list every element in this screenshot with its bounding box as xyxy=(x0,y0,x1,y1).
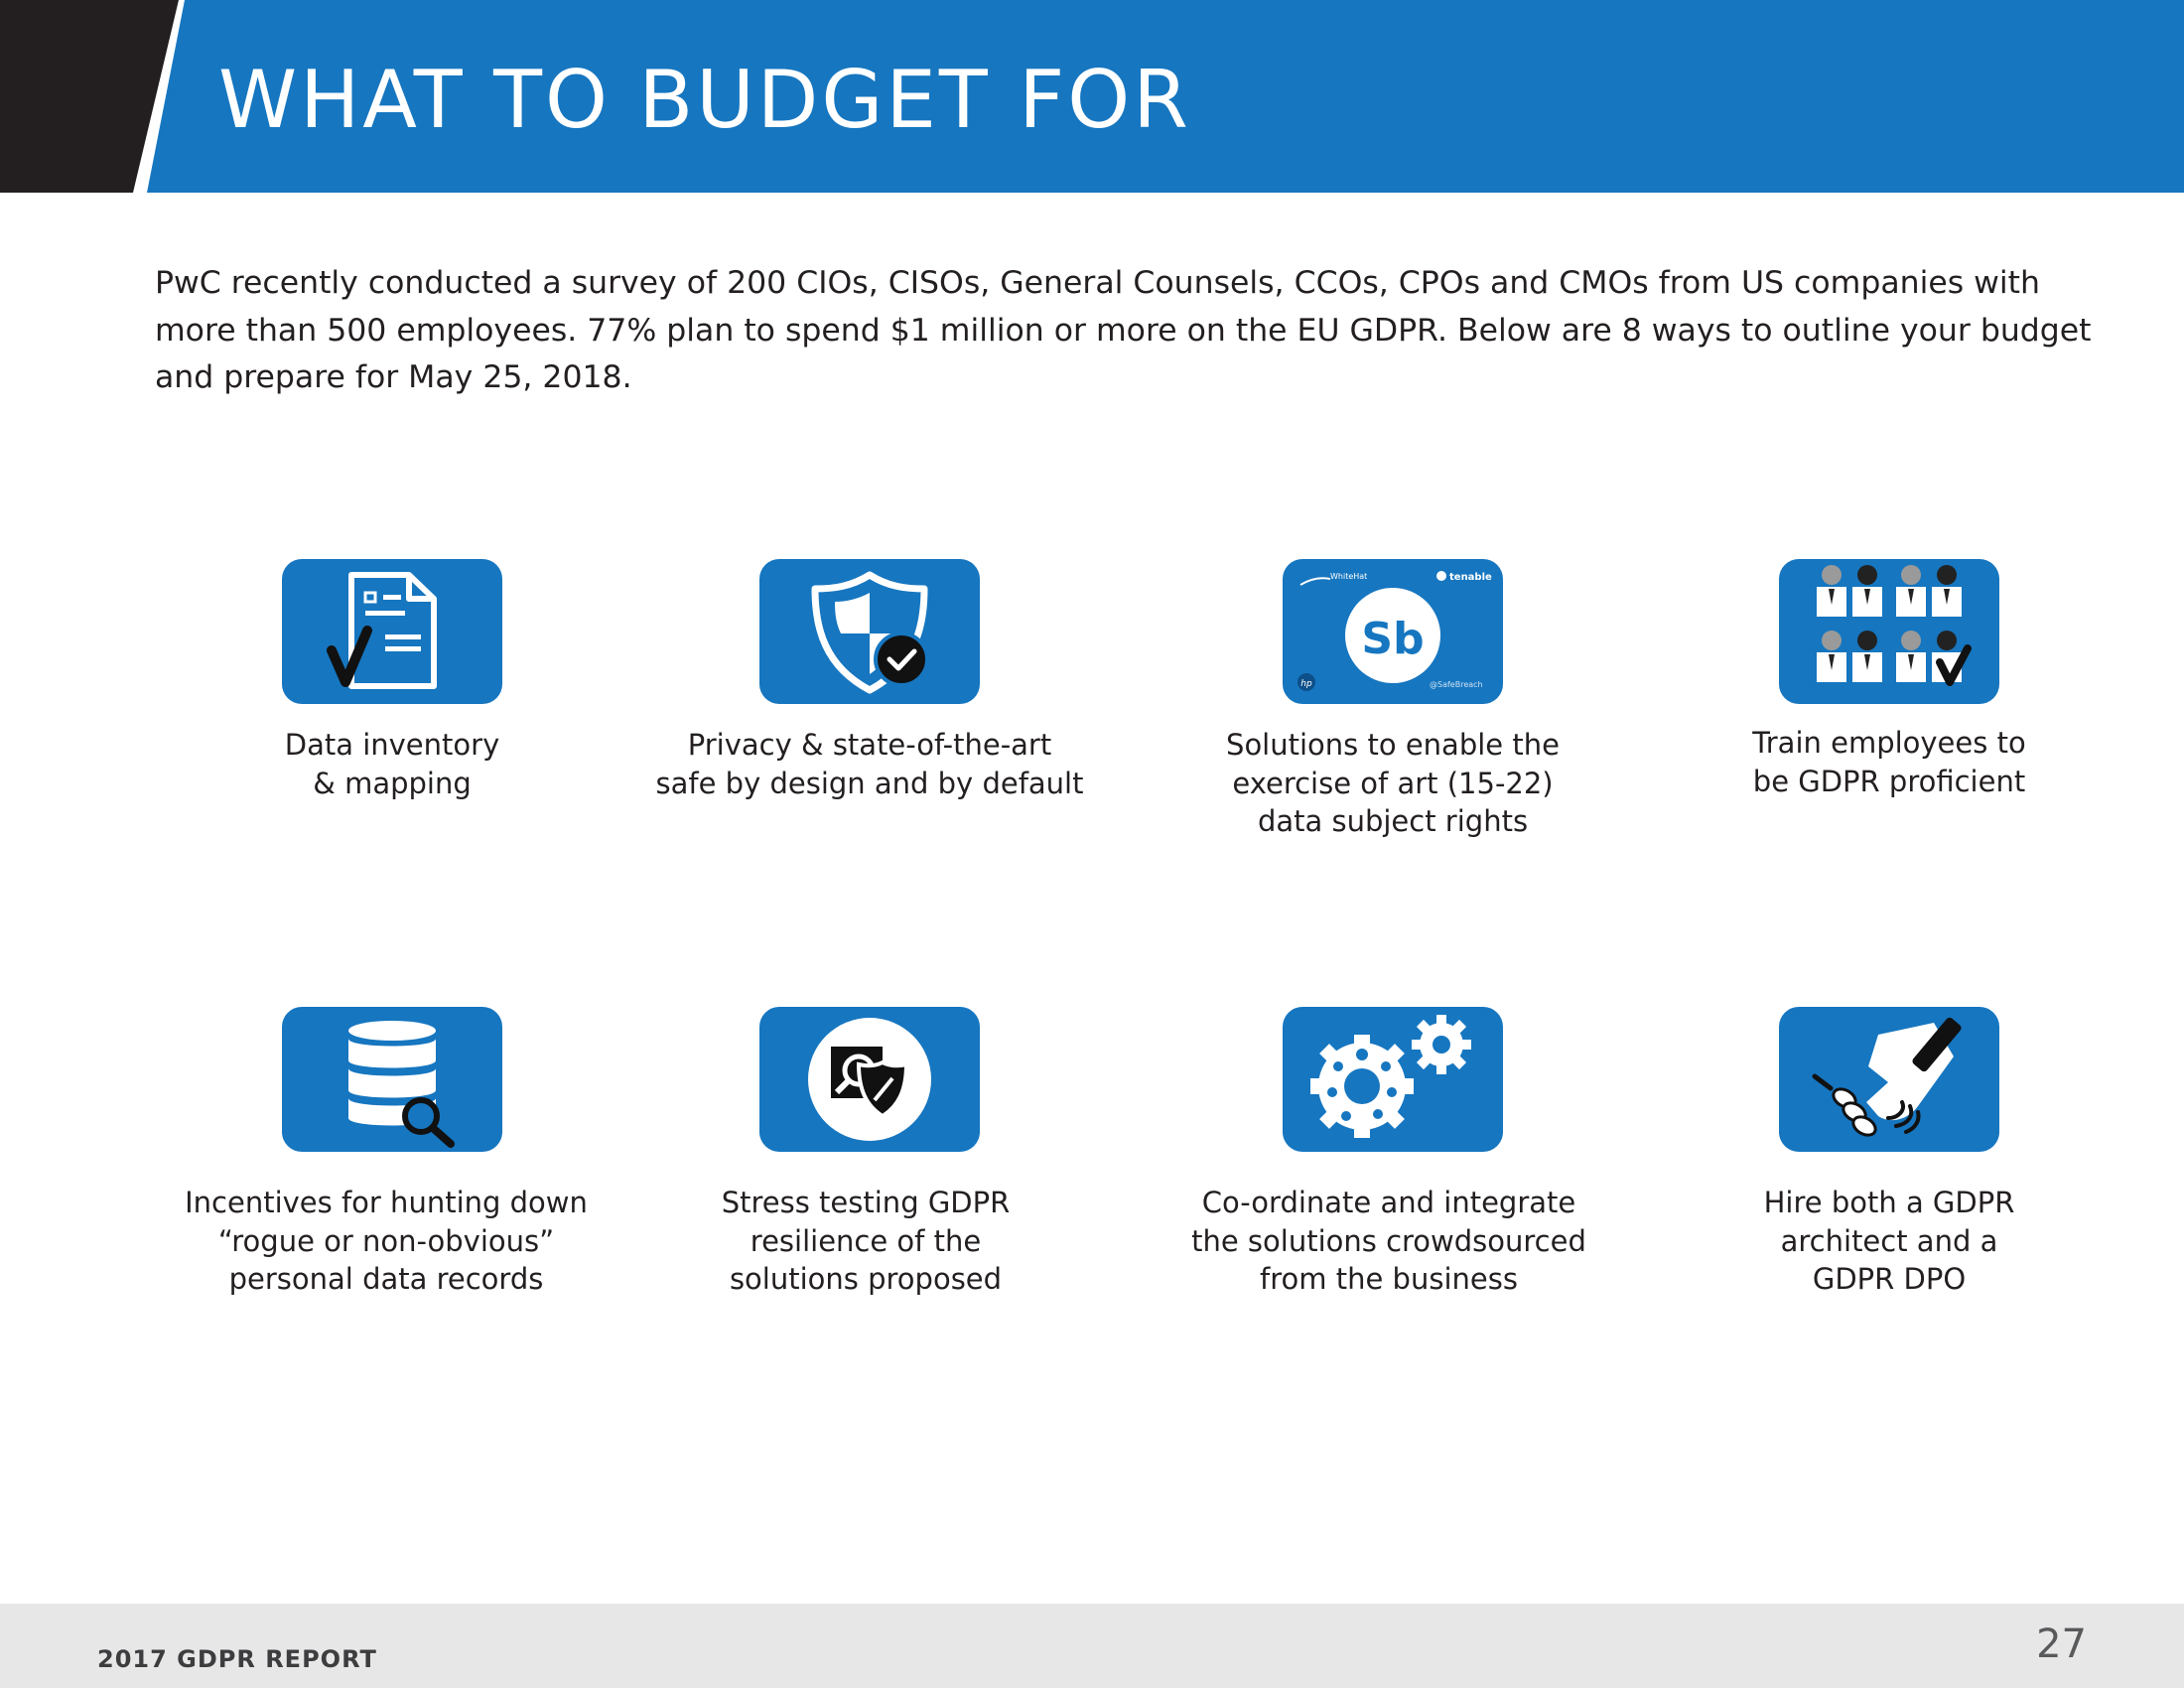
item-caption: Privacy & state-of-the-art safe by design and by default xyxy=(655,728,1084,800)
logo-text-sb: Sb xyxy=(1361,614,1425,664)
intro-paragraph: PwC recently conducted a survey of 200 CIOs, CISOs, General Counsels, CCOs, CPOs and CMOs from US companies with more than 500 employees. 77% plan to spend $1 million or more on the EU GDPR. Below are 8 ways to outline your budget and prepare for May 25, 2018. xyxy=(155,265,2092,395)
logo-text-whitehat: WhiteHat xyxy=(1330,572,1368,581)
logo-text-tenable: tenable xyxy=(1449,572,1492,583)
database-search-icon xyxy=(282,1007,502,1152)
page-title: WHAT TO BUDGET FOR xyxy=(218,54,1191,146)
page-number: 27 xyxy=(2036,1621,2087,1667)
item-caption: Incentives for hunting down “rogue or non-obvious” personal data records xyxy=(185,1186,588,1296)
item-caption: Co-ordinate and integrate the solutions crowdsourced from the business xyxy=(1191,1186,1586,1296)
logo-text-safebreach: @SafeBreach xyxy=(1430,680,1483,689)
gears-network-icon xyxy=(1283,1007,1503,1152)
document-checkmark-icon xyxy=(282,559,502,704)
report-label: 2017 GDPR REPORT xyxy=(97,1645,377,1673)
item-caption: Solutions to enable the exercise of art (15-22) data subject rights xyxy=(1226,728,1560,838)
employees-checkmark-icon xyxy=(1779,559,1999,704)
item-caption: Data inventory & mapping xyxy=(284,728,500,800)
logo-text-hp: hp xyxy=(1300,679,1312,689)
item-caption: Train employees to be GDPR proficient xyxy=(1752,726,2026,798)
header-banner xyxy=(0,0,2184,193)
item-caption: Stress testing GDPR resilience of the solutions proposed xyxy=(721,1186,1011,1296)
handshake-icon xyxy=(1779,1007,1999,1152)
search-shield-icon xyxy=(759,1007,980,1152)
page-footer xyxy=(0,1604,2184,1688)
item-caption: Hire both a GDPR architect and a GDPR DPO xyxy=(1763,1186,2015,1296)
vendor-logos-icon xyxy=(1283,559,1503,704)
shield-checkmark-icon xyxy=(759,559,980,704)
